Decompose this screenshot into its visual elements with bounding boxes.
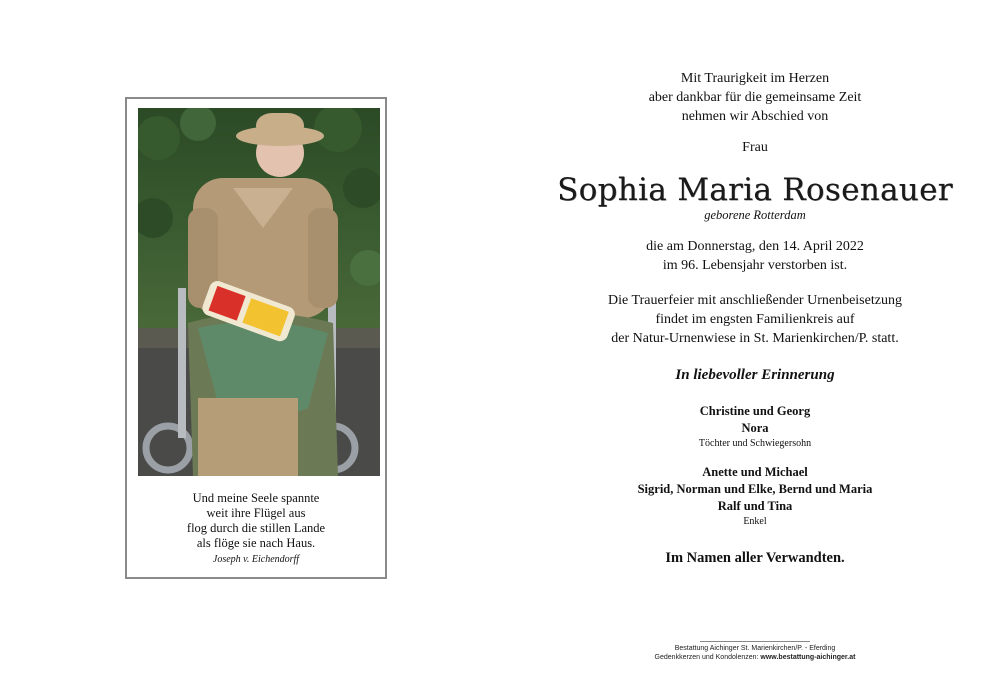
obituary-text [555,69,955,567]
photo-frame [125,97,387,579]
intro-line: Mit Traurigkeit im Herzen [680,71,830,86]
portrait-illustration [138,108,380,476]
family-names: Nora [741,421,769,435]
poem-line: flog durch die stillen Lande [186,521,326,535]
death-line: die am Donnerstag, den 14. April 2022 [646,239,864,254]
footer [605,641,905,662]
footer-contact [605,653,905,662]
family-relation: Enkel [743,516,767,527]
memory-heading: In liebevoller Erinnerung [675,367,835,383]
deceased-name: Sophia Maria Rosenauer [557,172,953,208]
intro-text [555,69,955,126]
salutation: Frau [742,140,768,155]
closing-line: Im Namen aller Verwandten. [665,550,845,566]
intro-line: nehmen wir Abschied von [681,109,829,124]
death-notice [555,237,955,275]
family-names: Anette und Michael [702,465,808,479]
poem-line: Und meine Seele spannte [192,491,320,505]
family-relation: Töchter und Schwiegersohn [698,438,812,449]
funeral-notice [555,291,955,348]
family-group-grandchildren [555,464,955,528]
family-names: Ralf und Tina [717,499,793,513]
family-group-daughters [555,403,955,450]
footer-contact-label: Gedenkkerzen und Kondolenzen: [654,654,761,661]
funeral-line: findet im engsten Familienkreis auf [655,312,855,327]
intro-line: aber dankbar für die gemeinsame Zeit [648,90,862,105]
footer-company: Bestattung Aichinger St. Marienkirchen/P. - Eferding [674,645,836,652]
poem-line: als flöge sie nach Haus. [196,536,316,550]
poem [127,491,385,567]
death-line: im 96. Lebensjahr verstorben ist. [662,258,848,273]
family-names: Sigrid, Norman und Elke, Bernd und Maria [637,482,873,496]
birth-name: geborene Rotterdam [704,208,806,222]
funeral-line: der Natur-Urnenwiese in St. Marienkirchen/P. statt. [611,331,899,346]
portrait-photo [138,108,380,476]
funeral-line: Die Trauerfeier mit anschließender Urnenbeisetzung [608,293,902,308]
poem-author: Joseph v. Eichendorff [212,554,300,565]
footer-divider [700,641,810,642]
poem-line: weit ihre Flügel aus [206,506,306,520]
footer-website-link[interactable]: www.bestattung-aichinger.at [760,654,856,661]
family-names: Christine und Georg [699,404,811,418]
